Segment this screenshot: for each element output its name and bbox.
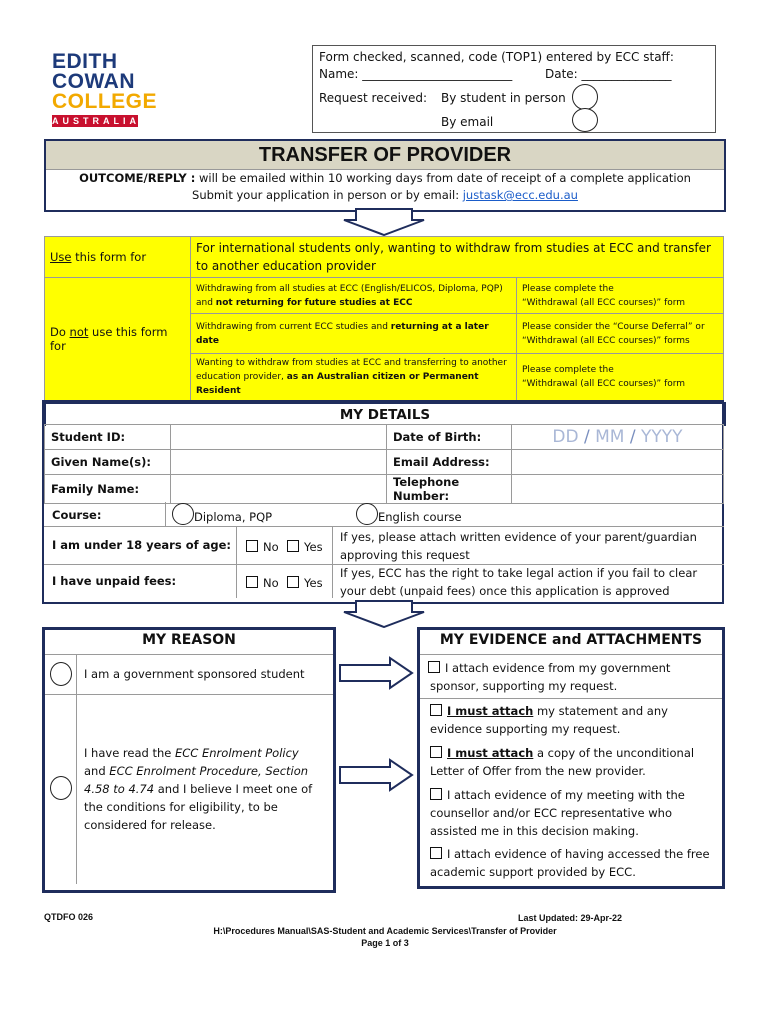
reason-col-line: [76, 654, 77, 884]
course-row-divider: [165, 502, 166, 526]
evidence-3[interactable]: I must attach a copy of the unconditional Letter of Offer from the new provider.: [430, 746, 695, 778]
logo-line-2: COWAN: [52, 70, 135, 93]
col-line-2: [332, 526, 333, 598]
do-not-use-label: Do not use this form for: [45, 278, 191, 401]
evidence-line-1: [420, 654, 722, 655]
evidence-2[interactable]: I must attach my statement and any evidence supporting my request.: [430, 704, 668, 736]
do-not-advice-3: Please complete the “Withdrawal (all ECC courses)” form: [517, 354, 724, 401]
col-line-1: [236, 526, 237, 598]
right-arrow-icon-1: [338, 656, 414, 690]
by-email-label: By email: [441, 115, 494, 129]
file-path: H:\Procedures Manual\SAS-Student and Academic Services\Transfer of Provider: [213, 926, 557, 936]
reason-1-radio[interactable]: [50, 662, 72, 686]
logo-line-3: COLLEGE: [52, 90, 158, 113]
logo-bar: AUSTRALIA: [52, 116, 140, 126]
reason-1-text: I am a government sponsored student: [84, 667, 305, 681]
my-details-title: MY DETAILS: [44, 402, 726, 426]
student-id-label: Student ID:: [45, 425, 171, 450]
family-name-label: Family Name:: [45, 475, 171, 504]
down-arrow-icon: [342, 208, 426, 236]
do-not-advice-2: Please consider the “Course Deferral” or “Withdrawal (all ECC courses)” forms: [517, 314, 724, 354]
under18-label: I am under 18 years of age:: [52, 538, 231, 552]
my-reason-title: MY REASON: [142, 632, 236, 648]
last-updated: Last Updated: 29-Apr-22: [518, 913, 623, 923]
ecc-logo: [52, 50, 158, 127]
do-not-case-3: Wanting to withdraw from studies at ECC and transferring to another education provider, as an Australian citizen or Permanent Resident: [191, 354, 517, 401]
evidence-line-2: [420, 698, 722, 699]
under18-no[interactable]: No: [246, 538, 279, 556]
down-arrow-icon-2: [342, 600, 426, 628]
evidence-4[interactable]: I attach evidence of my meeting with the counsellor and/or ECC representative who assisted me in this decision making.: [430, 788, 685, 838]
student-id-input[interactable]: [171, 425, 387, 450]
fees-label: I have unpaid fees:: [52, 574, 177, 588]
use-description: For international students only, wanting to withdraw from studies at ECC and transfer to another education provider: [191, 237, 724, 278]
form-code: QTDFO 026: [44, 912, 94, 922]
staff-use-box: [312, 45, 716, 133]
by-email-radio[interactable]: [572, 108, 598, 132]
outcome-box: [44, 168, 726, 212]
phone-input[interactable]: [512, 475, 724, 504]
email-input[interactable]: [512, 450, 724, 475]
reason-line-1: [45, 654, 333, 655]
reason-2-radio[interactable]: [50, 776, 72, 800]
fees-yes[interactable]: Yes: [287, 574, 323, 592]
dob-label: Date of Birth:: [387, 425, 512, 450]
logo-line-1: EDITH: [52, 50, 118, 73]
phone-label: Telephone Number:: [387, 475, 512, 504]
do-not-case-2: Withdrawing from current ECC studies and returning at a later date: [191, 314, 517, 354]
under18-note: If yes, please attach written evidence of your parent/guardian approving this request: [340, 530, 697, 562]
given-name-label: Given Name(s):: [45, 450, 171, 475]
do-not-advice-1: Please complete the “Withdrawal (all ECC courses)” form: [517, 278, 724, 314]
email-label: Email Address:: [387, 450, 512, 475]
submit-text: Submit your application in person or by email:: [192, 188, 463, 202]
family-name-input[interactable]: [171, 475, 387, 504]
request-received-label: Request received:: [319, 91, 428, 105]
staff-name-field[interactable]: Name: _________________________: [319, 67, 513, 81]
staff-note: Form checked, scanned, code (TOP1) entered by ECC staff:: [319, 50, 674, 64]
right-arrow-icon-2: [338, 758, 414, 792]
dob-input[interactable]: DD / MM / YYYY: [512, 425, 724, 450]
form-title: TRANSFER OF PROVIDER: [44, 139, 726, 170]
by-student-radio[interactable]: [572, 84, 598, 110]
reason-2-text: I have read the ECC Enrolment Policy and ECC Enrolment Procedure, Section 4.58 to 4.74 and I believe I meet one of the conditions for eligibility, to be considered for release.: [84, 746, 313, 832]
evidence-5[interactable]: I attach evidence of having accessed the free academic support provided by ECC.: [430, 847, 710, 879]
do-not-case-1: Withdrawing from all studies at ECC (English/ELICOS, Diploma, PQP) and not returning for future studies at ECC: [191, 278, 517, 314]
fees-note: If yes, ECC has the right to take legal action if you fail to clear your debt (unpaid fees) once this application is approved: [340, 566, 698, 598]
evidence-1[interactable]: I attach evidence from my government sponsor, supporting my request.: [430, 661, 671, 693]
my-evidence-title: MY EVIDENCE and ATTACHMENTS: [439, 632, 703, 648]
outcome-text: will be emailed within 10 working days from date of receipt of a complete application: [195, 171, 691, 185]
under18-yes[interactable]: Yes: [287, 538, 323, 556]
given-name-input[interactable]: [171, 450, 387, 475]
use-label: Use this form for: [45, 237, 191, 278]
english-label: English course: [378, 510, 462, 524]
email-link[interactable]: justask@ecc.edu.au: [462, 188, 578, 202]
diploma-label: Diploma, PQP: [194, 510, 273, 524]
course-label: Course:: [52, 508, 102, 522]
english-radio[interactable]: [356, 503, 378, 525]
reason-line-2: [45, 694, 333, 695]
fees-no[interactable]: No: [246, 574, 279, 592]
by-student-label: By student in person: [441, 91, 566, 105]
details-table: [44, 424, 724, 504]
outcome-label: OUTCOME/REPLY :: [79, 171, 196, 185]
staff-date-field[interactable]: Date: _______________: [545, 67, 672, 81]
diploma-radio[interactable]: [172, 503, 194, 525]
usage-table: [44, 236, 724, 401]
page-number: Page 1 of 3: [361, 938, 409, 948]
